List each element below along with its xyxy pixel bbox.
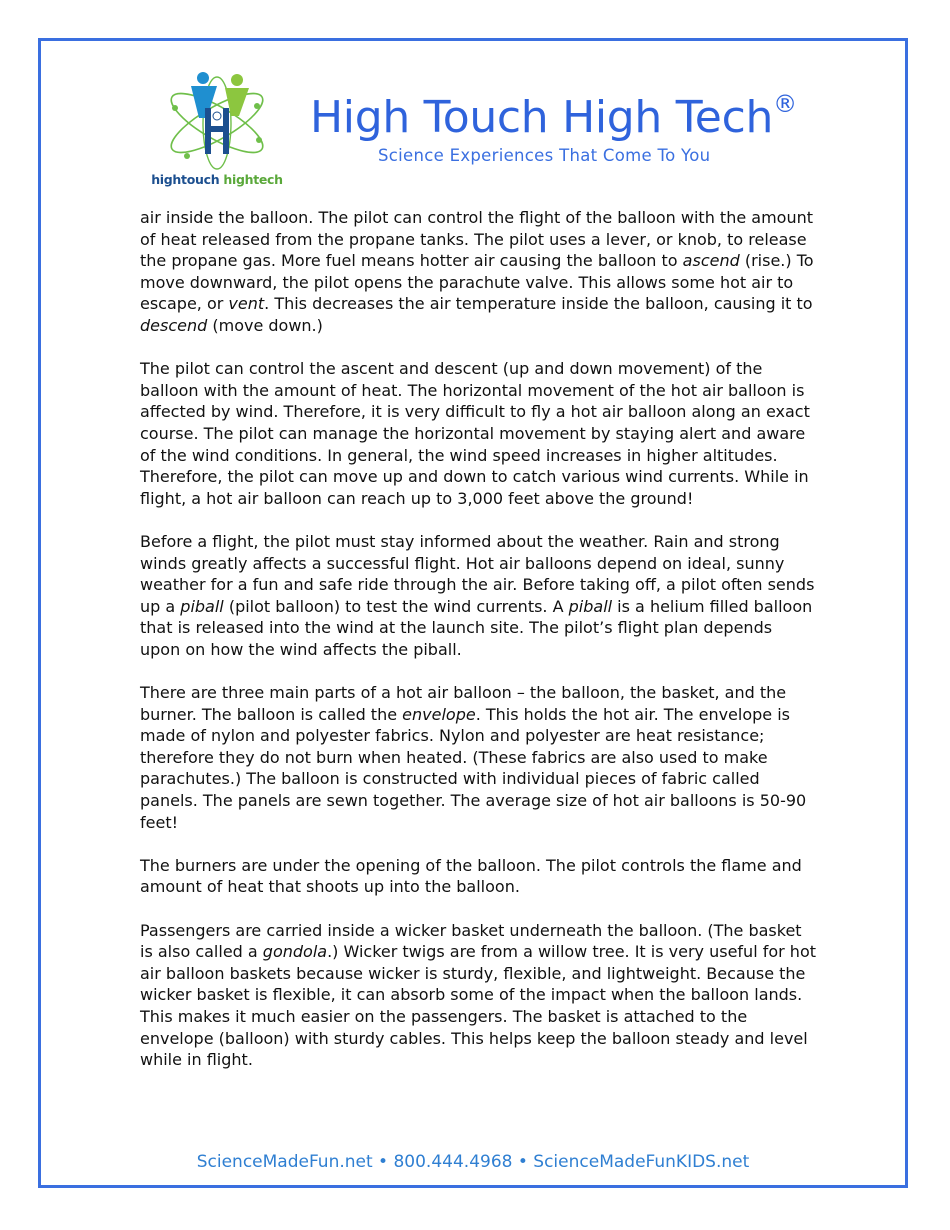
paragraph [140,207,816,337]
logo-word-hightouch: hightouch [151,172,220,187]
article-body [140,207,816,1092]
brand-title [310,92,810,143]
atom-logo-icon [147,68,287,172]
emphasized-term: ascend [682,251,740,271]
text-run: air inside the balloon. The pilot can control the flight of the balloon with the amount of heat released from the propane tanks. The pilot uses a lever, or knob, to release the propane gas. More fuel means hotter air causing the balloon to [140,208,814,271]
paragraph [140,682,816,833]
emphasized-term: gondola [262,942,328,962]
paragraph [140,855,816,898]
brand-title-text: High Touch High Tech [310,92,774,143]
text-run: . This decreases the air temperature inside the balloon, causing it to [264,294,813,314]
text-run: .) Wicker twigs are from a willow tree. It is very useful for hot air balloon baskets because wicker is sturdy, flexible, and lightweight. Because the wicker basket is flexible, it can absorb some of the impact when the balloon lands. This makes it much easier on the passengers. The basket is attached to the envelope (balloon) with sturdy cables. This helps keep the balloon steady and level while in flight. [140,942,817,1070]
hightouch-hightech-logo [147,68,287,192]
emphasized-term: piball [568,596,613,616]
paragraph [140,920,816,1071]
text-run: Before a flight, the pilot must stay informed about the weather. Rain and strong winds greatly affects a successful flight. Hot air balloons depend on ideal, sunny weather for a fun and safe ride through the air. Before taking off, a pilot often sends up a [140,531,815,616]
emphasized-term: envelope [402,704,476,724]
emphasized-term: descend [140,315,208,335]
paragraph [140,358,816,509]
text-run: The burners are under the opening of the balloon. The pilot controls the flame and amount of heat that shoots up into the balloon. [140,855,802,897]
paragraph [140,531,816,661]
emphasized-term: piball [180,596,224,616]
text-run: Passengers are carried inside a wicker basket underneath the balloon. (The basket is also called a [140,920,802,962]
text-run: The pilot can control the ascent and descent (up and down movement) of the balloon with the amount of heat. The horizontal movement of the hot air balloon is affected by wind. Therefore, it is very difficult to fly a hot air balloon along an exact course. The pilot can manage the horizontal movement by staying alert and aware of the wind conditions. In general, the wind speed increases in higher altitudes. Therefore, the pilot can move up and down to catch various wind currents. While in flight, a hot air balloon can reach up to 3,000 feet above the ground! [140,359,810,508]
footer-contact: ScienceMadeFun.net • 800.444.4968 • ScienceMadeFunKIDS.net [196,1152,750,1172]
brand-tagline: Science Experiences That Come To You [378,146,711,165]
registered-mark: ® [773,90,797,119]
logo-wordmark [147,172,287,187]
logo-word-hightech: hightech [223,172,283,187]
text-run: (rise.) To move downward, the pilot opens the parachute valve. This allows some hot air to escape, or [140,251,814,314]
emphasized-term: vent [228,294,265,314]
text-run: (pilot balloon) to test the wind currents. A [223,596,569,616]
text-run: There are three main parts of a hot air balloon – the balloon, the basket, and the burner. The balloon is called the [140,683,787,724]
text-run: is a helium filled balloon that is released into the wind at the launch site. The pilot’s flight plan depends upon on how the wind affects the piball. [140,596,813,659]
text-run: (move down.) [207,315,323,335]
text-run: . This holds the hot air. The envelope is made of nylon and polyester fabrics. Nylon and polyester are heat resistance; therefore they do not burn when heated. (These fabrics are also used to make parachutes.) The balloon is constructed with individual pieces of fabric called panels. The panels are sewn together. The average size of hot air balloons is 50-90 feet! [140,704,807,832]
